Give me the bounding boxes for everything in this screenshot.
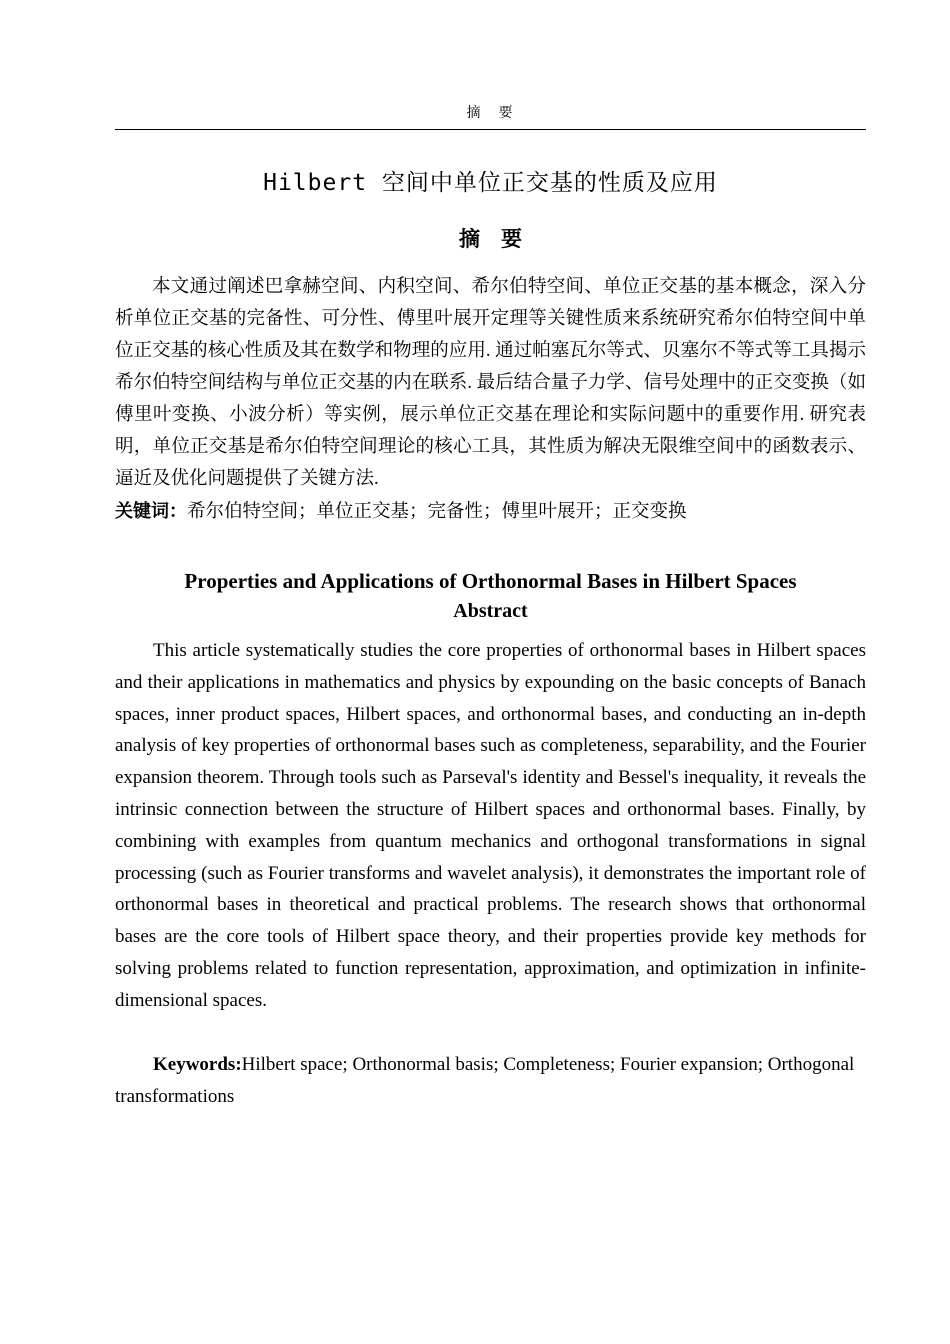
running-header — [115, 102, 866, 130]
abstract-body-en: This article systematically studies the core properties of orthonormal bases in Hilbert spaces and their applications in mathematics and physics by expounding on the basic concepts of Banach spaces, inner product spaces, Hilbert spaces, and orthonormal bases, and conducting an in-depth analysis of key properties of orthonormal bases such as completeness, separability, and the Fourier expansion theorem. Through tools such as Parseval's identity and Bessel's inequality, it reveals the intrinsic connection between the structure of Hilbert spaces and orthonormal bases. Finally, by combining with examples from quantum mechanics and orthogonal transformations in signal processing (such as Fourier transforms and wavelet analysis), it demonstrates the important role of orthonormal bases in theoretical and practical problems. The research shows that orthonormal bases are the core tools of Hilbert space theory, and their properties provide key methods for solving problems related to function representation, approximation, and optimization in infinite-dimensional spaces. — [115, 640, 866, 1011]
keywords-line-en — [115, 1049, 866, 1113]
running-header-text: 摘 要 — [466, 106, 515, 121]
abstract-heading-cn: 摘 要 — [459, 227, 522, 251]
abstract-heading-en: Abstract — [453, 600, 528, 622]
thesis-title-cn: Hilbert 空间中单位正交基的性质及应用 — [263, 170, 718, 196]
keywords-label-cn: 关键词： — [115, 501, 187, 521]
thesis-title-en: Properties and Applications of Orthonormal Bases in Hilbert Spaces — [184, 569, 797, 593]
keywords-list-cn: 希尔伯特空间；单位正交基；完备性；傅里叶展开；正交变换 — [187, 502, 687, 522]
abstract-body-cn: 本文通过阐述巴拿赫空间、内积空间、希尔伯特空间、单位正交基的基本概念，深入分析单位正交基的完备性、可分性、傅里叶展开定理等关键性质来系统研究希尔伯特空间中单位正交基的核心性质及其在数学和物理的应用. 通过帕塞瓦尔等式、贝塞尔不等式等工具揭示希尔伯特空间结构与单位正交基的内在联系. 最后结合量子力学、信号处理中的正交变换（如傅里叶变换、小波分析）等实例，展示单位正交基在理论和实际问题中的重要作用. 研究表明，单位正交基是希尔伯特空间理论的核心工具，其性质为解决无限维空间中的函数表示、逼近及优化问题提供了关键方法. — [115, 277, 866, 489]
keywords-line-cn — [115, 495, 866, 528]
keywords-label-en: Keywords: — [153, 1053, 242, 1075]
keywords-list-en: Hilbert space; Orthonormal basis; Completeness; Fourier expansion; Orthogonal transformations — [115, 1053, 855, 1107]
